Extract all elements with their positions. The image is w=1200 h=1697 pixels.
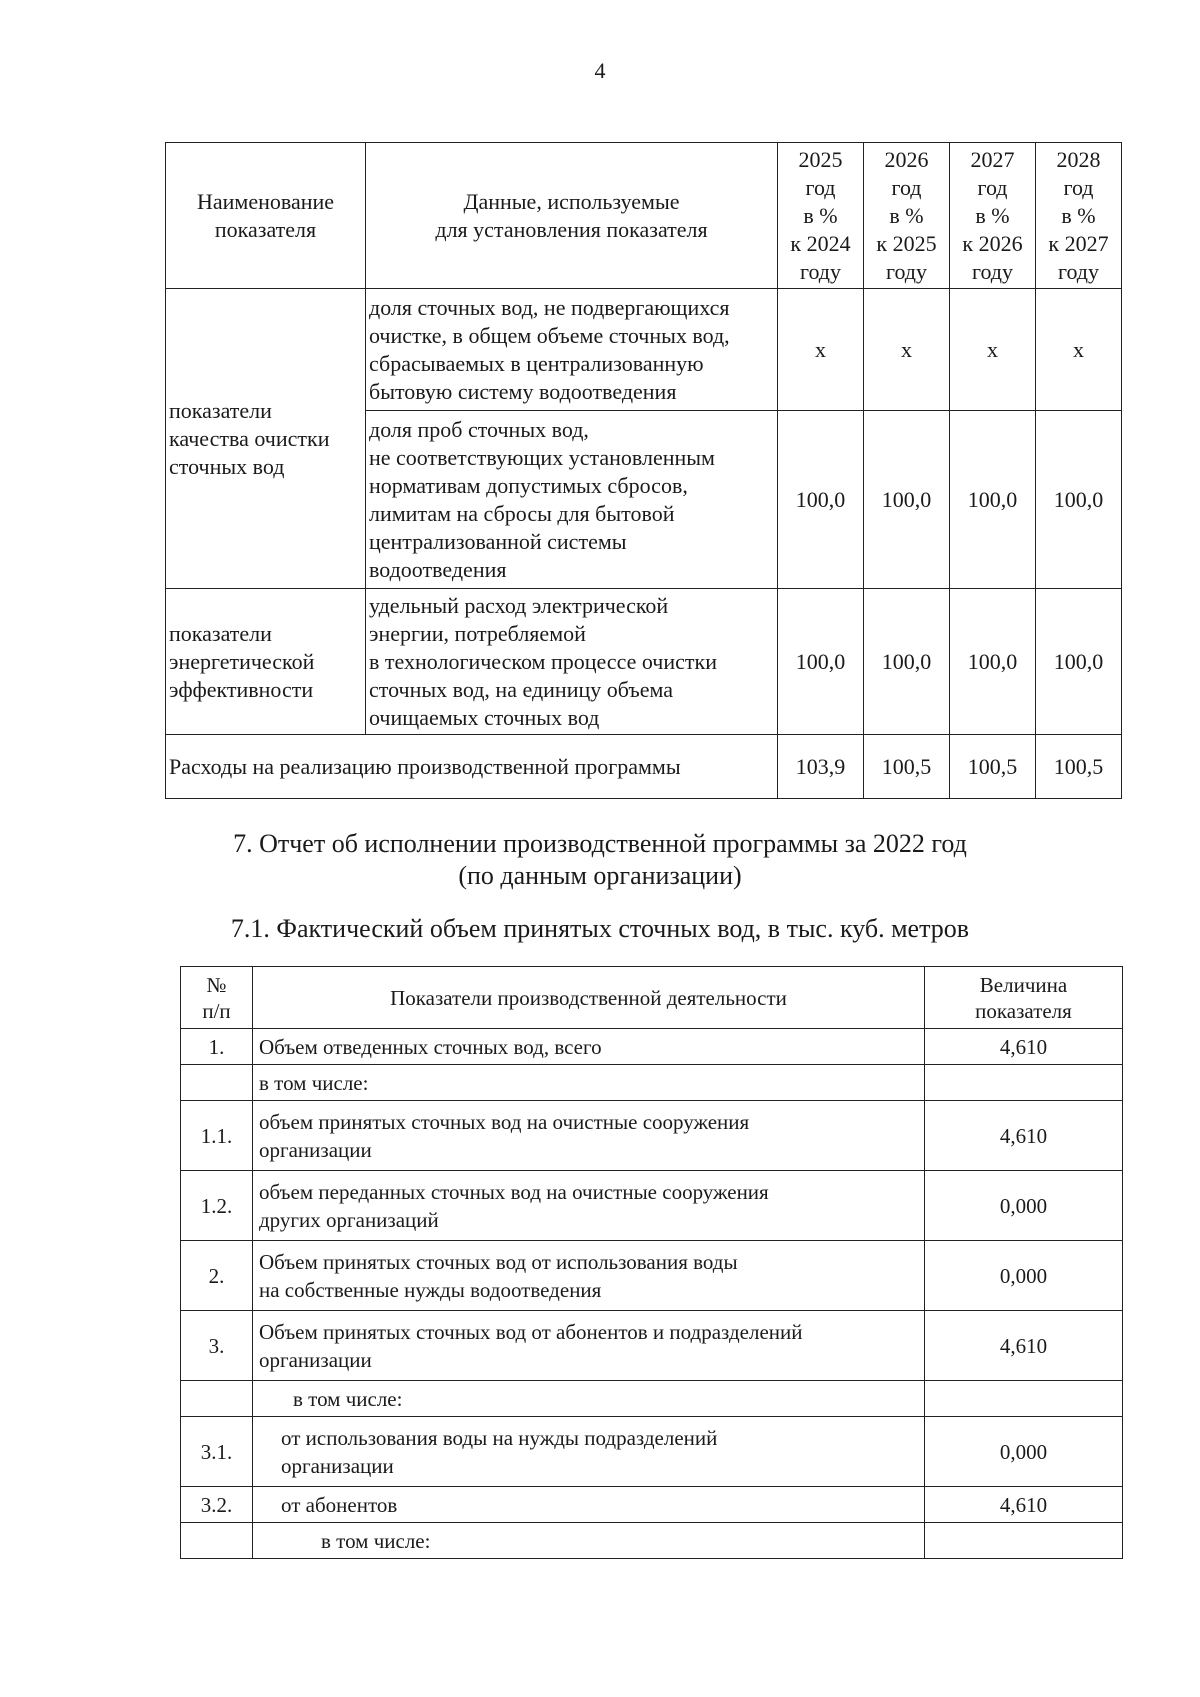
- row-value: 4,610: [925, 1029, 1123, 1065]
- row-number: [181, 1065, 253, 1101]
- row-value: [925, 1381, 1123, 1417]
- table2-header-row: [181, 967, 1123, 1029]
- row-number: 3.: [181, 1311, 253, 1381]
- value-cell: 100,5: [864, 735, 950, 799]
- table-row: [181, 1029, 1123, 1065]
- value-cell: 100,0: [864, 411, 950, 589]
- row-text: в том числе:: [253, 1381, 925, 1417]
- row-number: 1.2.: [181, 1171, 253, 1241]
- row-text: в том числе:: [253, 1065, 925, 1101]
- value-cell: 100,0: [950, 411, 1036, 589]
- table-row: [181, 1523, 1123, 1559]
- row-value: 0,000: [925, 1171, 1123, 1241]
- header-year-2027: 2027 год в % к 2026 году: [950, 143, 1036, 289]
- row-value: 0,000: [925, 1417, 1123, 1487]
- production-program-indicators-table: [165, 142, 1122, 799]
- row-number: [181, 1523, 253, 1559]
- value-cell: 103,9: [778, 735, 864, 799]
- indicator-description: доля проб сточных вод, не соответствующих установленным нормативам допустимых сбросов, лимитам на сбросы для бытовой централизованной системы водоотведения: [366, 411, 778, 589]
- header-indicator-data: Данные, используемые для установления показателя: [366, 143, 778, 289]
- header-number: № п/п: [181, 967, 253, 1029]
- row-value: [925, 1065, 1123, 1101]
- header-year-2025: 2025 год в % к 2024 году: [778, 143, 864, 289]
- table-row: [181, 1381, 1123, 1417]
- wastewater-volume-table: [180, 966, 1123, 1559]
- row-value: 0,000: [925, 1241, 1123, 1311]
- value-cell: 100,5: [1036, 735, 1122, 799]
- header-indicator: Показатели производственной деятельности: [253, 967, 925, 1029]
- value-cell: x: [864, 289, 950, 411]
- table-row: [181, 1171, 1123, 1241]
- header-year-2026: 2026 год в % к 2025 году: [864, 143, 950, 289]
- table-row: [166, 589, 1122, 735]
- expenses-label: Расходы на реализацию производственной программы: [166, 735, 778, 799]
- value-cell: x: [1036, 289, 1122, 411]
- row-value: 4,610: [925, 1311, 1123, 1381]
- value-cell: x: [950, 289, 1036, 411]
- row-text: Объем принятых сточных вод от использования воды на собственные нужды водоотведения: [253, 1241, 925, 1311]
- table-row: [181, 1065, 1123, 1101]
- group-name-cleaning-quality: показатели качества очистки сточных вод: [166, 289, 366, 589]
- row-number: 3.2.: [181, 1487, 253, 1523]
- indicator-description: удельный расход электрической энергии, потребляемой в технологическом процессе очистки сточных вод, на единицу объема очищаемых сточных вод: [366, 589, 778, 735]
- value-cell: 100,0: [1036, 411, 1122, 589]
- table-row: [166, 289, 1122, 411]
- page-number: 4: [594, 58, 606, 83]
- table-row: [181, 1101, 1123, 1171]
- row-number: 2.: [181, 1241, 253, 1311]
- group-name-energy-efficiency: показатели энергетической эффективности: [166, 589, 366, 735]
- row-text: от использования воды на нужды подразделений организации: [253, 1417, 925, 1487]
- section-7-heading: 7. Отчет об исполнении производственной программы за 2022 год (по данным организации): [233, 829, 967, 890]
- value-cell: 100,0: [778, 411, 864, 589]
- row-value: 4,610: [925, 1487, 1123, 1523]
- header-indicator-name: Наименование показателя: [166, 143, 366, 289]
- value-cell: 100,0: [778, 589, 864, 735]
- header-year-2028: 2028 год в % к 2027 году: [1036, 143, 1122, 289]
- indicator-description: доля сточных вод, не подвергающихся очистке, в общем объеме сточных вод, сбрасываемых в централизованную бытовую систему водоотведения: [366, 289, 778, 411]
- row-number: [181, 1381, 253, 1417]
- expenses-row: [166, 735, 1122, 799]
- section-7-1-heading: 7.1. Фактический объем принятых сточных вод, в тыс. куб. метров: [230, 914, 970, 943]
- table-row: [181, 1241, 1123, 1311]
- value-cell: 100,5: [950, 735, 1036, 799]
- value-cell: 100,0: [950, 589, 1036, 735]
- row-text: Объем отведенных сточных вод, всего: [253, 1029, 925, 1065]
- row-value: [925, 1523, 1123, 1559]
- value-cell: 100,0: [1036, 589, 1122, 735]
- row-number: 1.: [181, 1029, 253, 1065]
- row-text: в том числе:: [253, 1523, 925, 1559]
- value-cell: 100,0: [864, 589, 950, 735]
- row-text: объем принятых сточных вод на очистные сооружения организации: [253, 1101, 925, 1171]
- row-number: 3.1.: [181, 1417, 253, 1487]
- row-text: Объем принятых сточных вод от абонентов и подразделений организации: [253, 1311, 925, 1381]
- row-number: 1.1.: [181, 1101, 253, 1171]
- row-text: объем переданных сточных вод на очистные сооружения других организаций: [253, 1171, 925, 1241]
- table1-header-row: [166, 143, 1122, 289]
- header-value: Величина показателя: [925, 967, 1123, 1029]
- row-value: 4,610: [925, 1101, 1123, 1171]
- value-cell: x: [778, 289, 864, 411]
- row-text: от абонентов: [253, 1487, 925, 1523]
- table-row: [181, 1311, 1123, 1381]
- table-row: [181, 1487, 1123, 1523]
- table-row: [181, 1417, 1123, 1487]
